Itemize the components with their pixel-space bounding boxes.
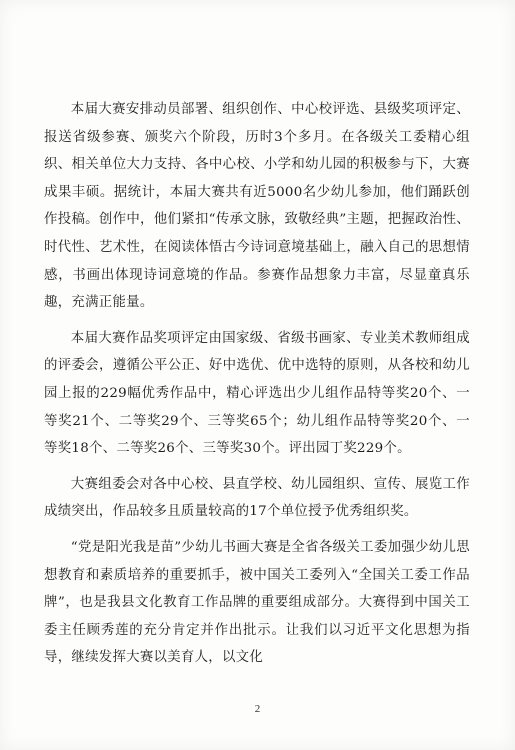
paragraph-brand-significance: “党是阳光我是苗”少幼儿书画大赛是全省各级关工委加强少幼儿思想教育和素质培养的重要抓手，被中国关工委列入“全国关工委工作品牌”，也是我县文化教育工作品牌的重要组成部分。大赛得到中国关工委主任顾秀莲的充分肯定并作出批示。让我们以习近平文化思想为指导，继续发挥大赛以美育人，以文化 (44, 539, 470, 666)
paragraph-spacer (44, 463, 470, 471)
page-number: 2 (254, 703, 261, 715)
document-body (44, 96, 470, 672)
paragraph-spacer (44, 526, 470, 534)
paragraph-spacer (44, 317, 470, 325)
paragraph-stages: 本届大赛安排动员部署、组织创作、中心校评选、县级奖项评定、报送省级参赛、颁奖六个阶段，历时3个多月。在各级关工委精心组织、相关单位大力支持、各中心校、小学和幼儿园的积极参与下，大赛成果丰硕。据统计，本届大赛共有近5000名少幼儿参加，他们踊跃创作投稿。创作中，他们紧扣“传承文脉，致敬经典”主题，把握政治性、时代性、艺术性，在阅读体悟古今诗词意境基础上，融入自己的思想情感，书画出体现诗词意境的作品。参赛作品想象力丰富，尽显童真乐趣，充满正能量。 (44, 102, 470, 311)
paragraph-awards: 本届大赛作品奖项评定由国家级、省级书画家、专业美术教师组成的评委会，遵循公平公正、好中选优、优中选特的原则，从各校和幼儿园上报的229幅优秀作品中，精心评选出少儿组作品特等奖20个、一等奖21个、二等奖29个、三等奖65个；幼儿组作品特等奖20个、一等奖18个、二等奖26个、三等奖30个。评出园丁奖229个。 (44, 330, 470, 457)
paragraph-organization-award: 大赛组委会对各中心校、县直学校、幼儿园组织、宣传、展览工作成绩突出，作品较多且质量较高的17个单位授予优秀组织奖。 (44, 476, 470, 520)
